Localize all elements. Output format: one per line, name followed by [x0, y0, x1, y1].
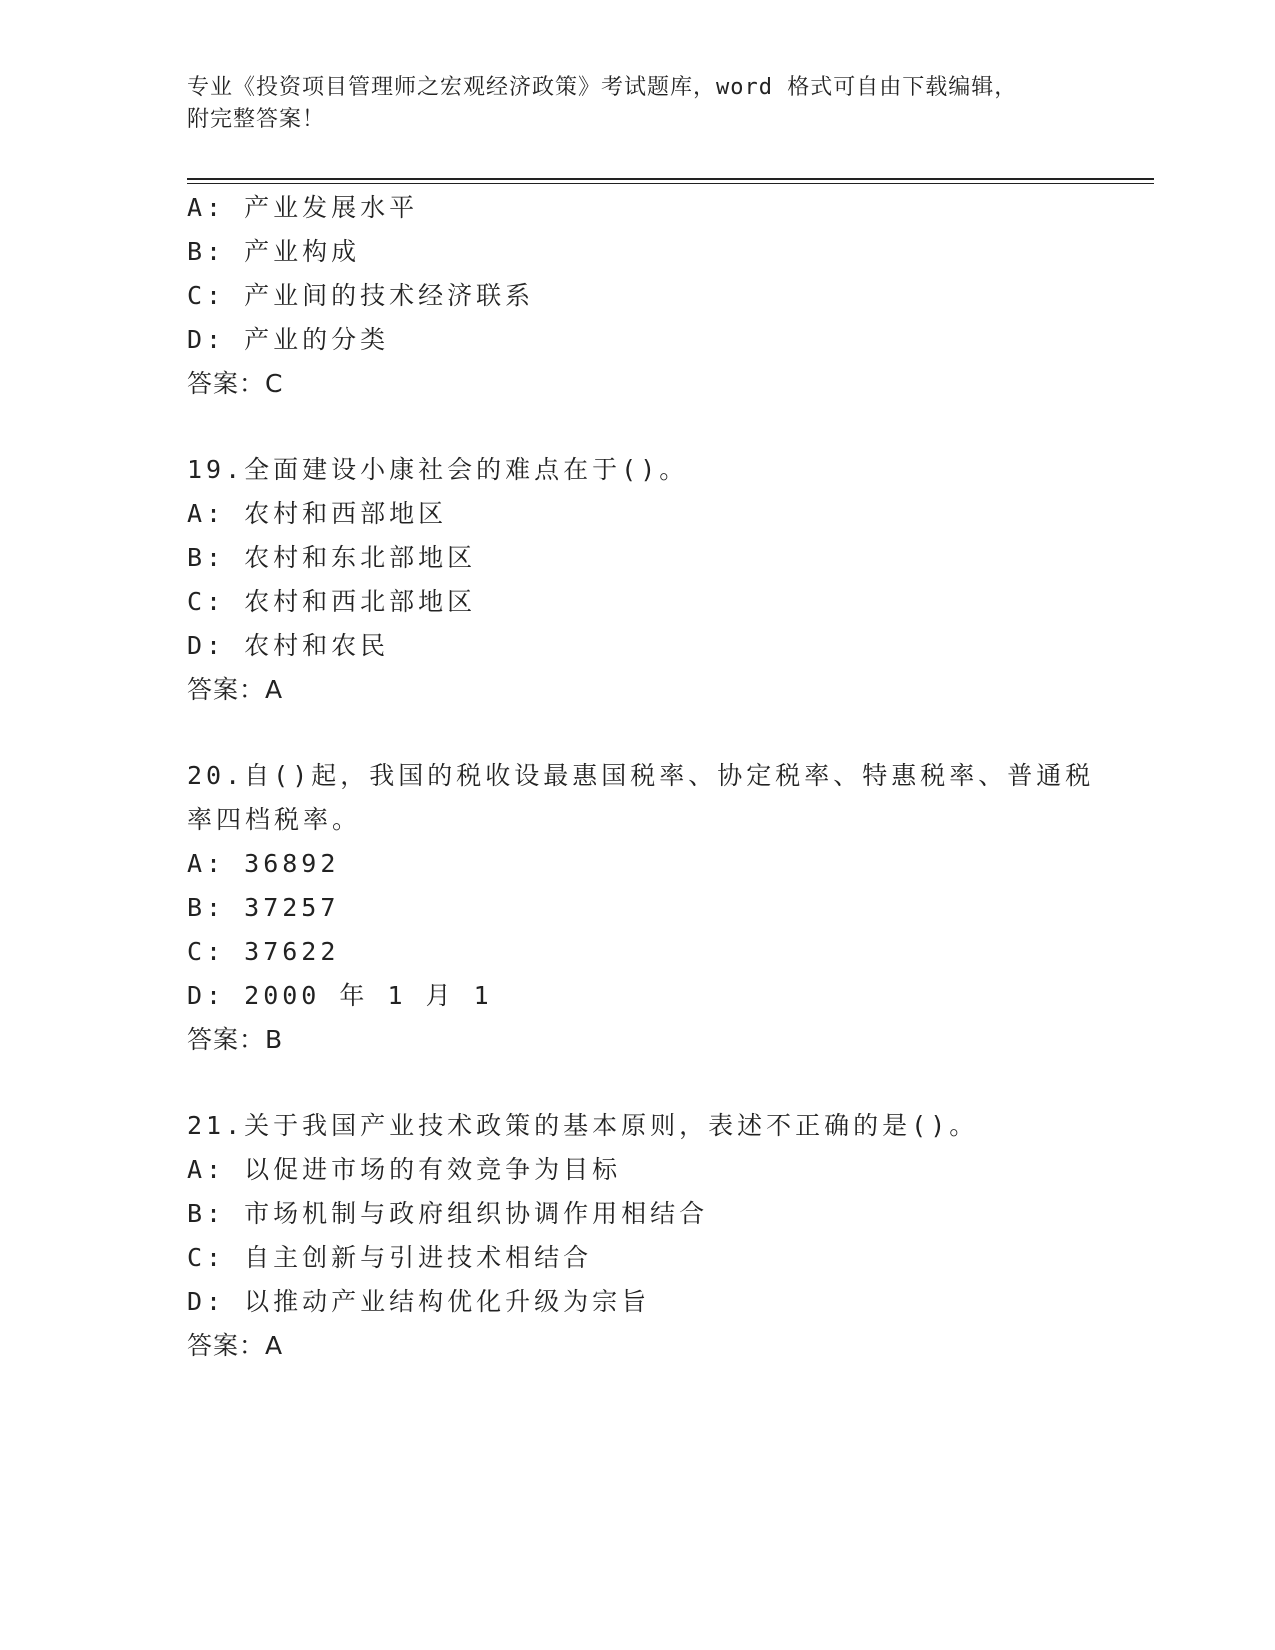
header-line-2: 附完整答案！	[187, 107, 326, 132]
header-line-1: 专业《投资项目管理师之宏观经济政策》考试题库，word 格式可自由下载编辑，	[187, 75, 1018, 100]
q21-option-d: D: 以推动产业结构优化升级为宗旨	[187, 1287, 651, 1316]
q21-question: 21.关于我国产业技术政策的基本原则，表述不正确的是()。	[187, 1111, 979, 1140]
header-divider-thick	[187, 178, 1154, 180]
q18-option-c: C: 产业间的技术经济联系	[187, 281, 535, 310]
q19-answer: 答案：A	[187, 675, 284, 704]
q18-option-b: B: 产业构成	[187, 237, 361, 266]
q19-option-a: A: 农村和西部地区	[187, 499, 448, 528]
q21-option-a: A: 以促进市场的有效竞争为目标	[187, 1155, 622, 1184]
q21-answer: 答案：A	[187, 1331, 284, 1360]
q19-question: 19.全面建设小康社会的难点在于()。	[187, 455, 689, 484]
q20-question-line-1: 20.自()起，我国的税收设最惠国税率、协定税率、特惠税率、普通税	[187, 761, 1095, 790]
q20-option-a: A: 36892	[187, 849, 340, 878]
q20-option-b: B: 37257	[187, 893, 340, 922]
q20-option-d: D: 2000 年 1 月 1	[187, 981, 493, 1010]
q20-option-c: C: 37622	[187, 937, 340, 966]
q18-option-a: A: 产业发展水平	[187, 193, 419, 222]
q19-option-c: C: 农村和西北部地区	[187, 587, 477, 616]
q21-option-c: C: 自主创新与引进技术相结合	[187, 1243, 593, 1272]
q18-option-d: D: 产业的分类	[187, 325, 390, 354]
q21-option-b: B: 市场机制与政府组织协调作用相结合	[187, 1199, 709, 1228]
q19-option-d: D: 农村和农民	[187, 631, 390, 660]
document-header	[187, 72, 1087, 136]
q18-answer: 答案：C	[187, 369, 284, 398]
q19-option-b: B: 农村和东北部地区	[187, 543, 477, 572]
q20-question-line-2: 率四档税率。	[187, 805, 362, 834]
header-divider-thin	[187, 183, 1154, 184]
q20-answer: 答案：B	[187, 1025, 284, 1054]
